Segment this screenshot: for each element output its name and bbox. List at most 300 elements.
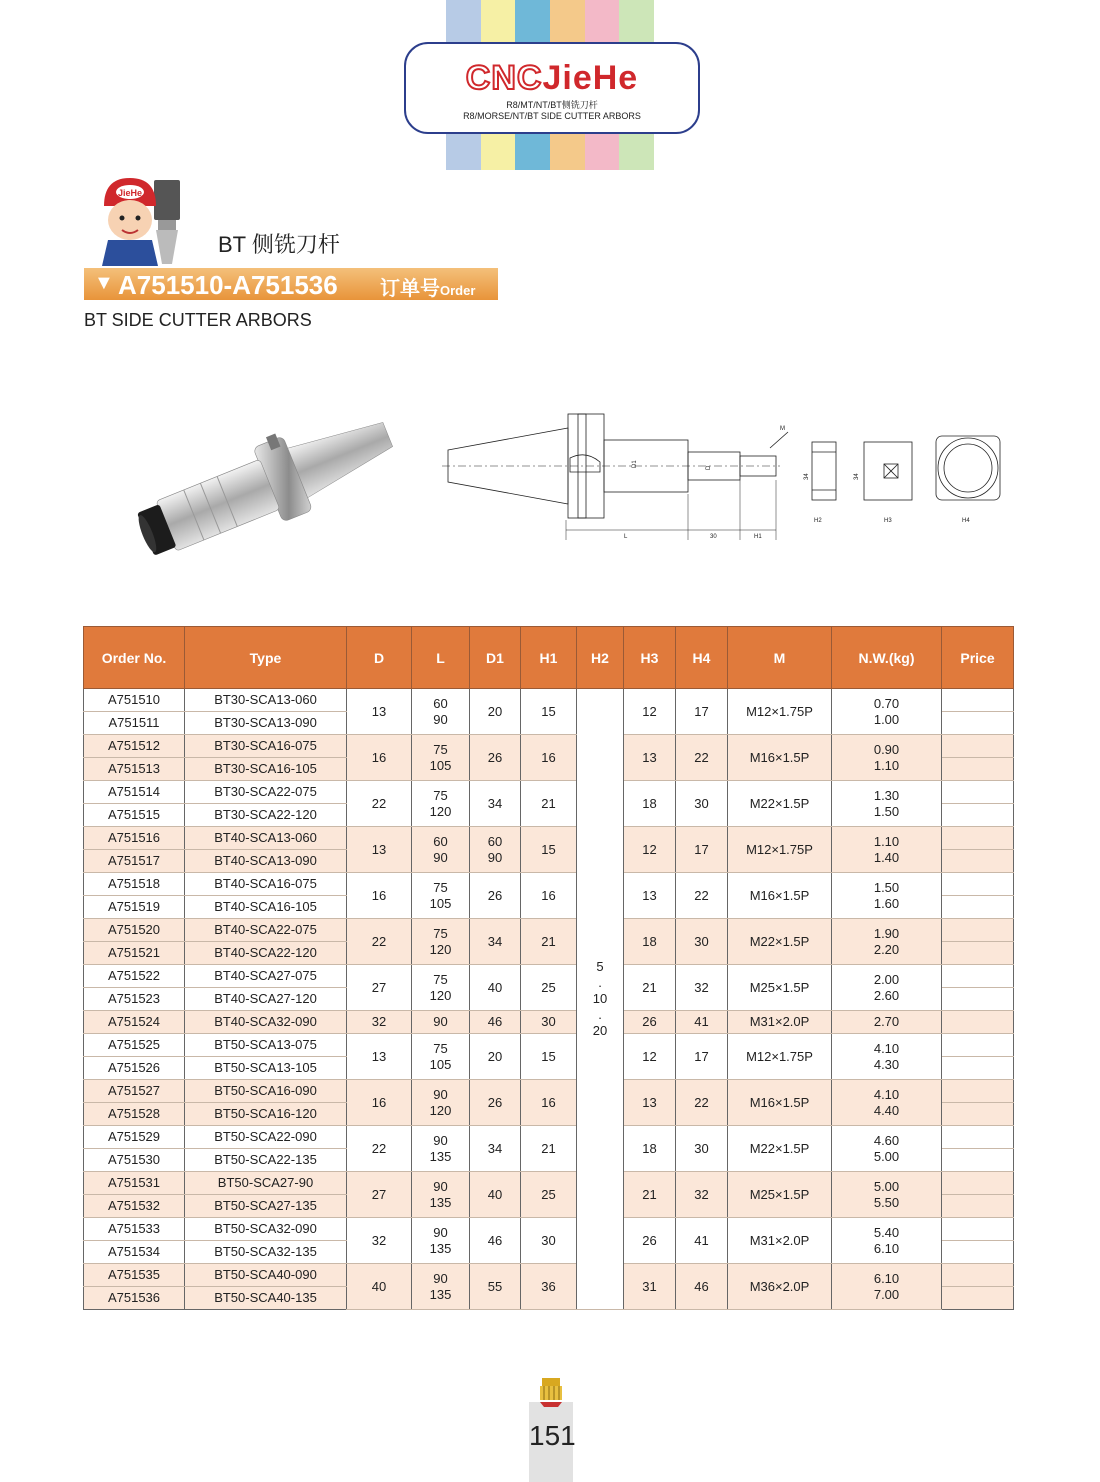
cell-nw — [832, 1080, 942, 1126]
cell-type: BT40-SCA27-120 — [185, 988, 347, 1011]
cell-nw-line: 4.60 — [873, 1132, 900, 1148]
cell-l-line: 105 — [429, 895, 452, 911]
cell-h4: 30 — [676, 781, 728, 827]
cell-l-line: 135 — [429, 1194, 452, 1210]
cell-l-line: 75 — [433, 879, 448, 895]
table-row — [84, 689, 1014, 712]
header-l: L — [412, 627, 470, 689]
order-label — [380, 272, 498, 324]
cell-l — [412, 965, 470, 1011]
cell-type: BT50-SCA32-090 — [185, 1218, 347, 1241]
cell-h3: 13 — [624, 873, 676, 919]
cell-order-no: A751536 — [84, 1287, 185, 1310]
cell-nw-line: 5.00 — [873, 1148, 900, 1164]
cell-d1-line: 34 — [487, 933, 503, 949]
cell-h4: 30 — [676, 1126, 728, 1172]
table-row — [84, 827, 1014, 850]
cell-m: M16×1.5P — [728, 873, 832, 919]
cell-d: 32 — [347, 1011, 412, 1034]
cell-l-line: 90 — [433, 1178, 448, 1194]
header-h2: H2 — [577, 627, 624, 689]
cell-h2-line: 10 — [592, 991, 608, 1006]
header-type: Type — [185, 627, 347, 689]
cell-h2-line: 20 — [592, 1023, 608, 1038]
cell-type: BT40-SCA22-120 — [185, 942, 347, 965]
cell-l-line: 60 — [433, 833, 448, 849]
header-nw — [832, 627, 942, 689]
cell-nw-line: 2.20 — [873, 941, 900, 957]
cell-nw-line: 4.30 — [873, 1056, 900, 1072]
cell-nw-line: 1.30 — [873, 787, 900, 803]
cell-l-line: 135 — [429, 1286, 452, 1302]
cell-price — [942, 1126, 1014, 1149]
cell-h4: 46 — [676, 1264, 728, 1310]
label-m: M — [780, 426, 785, 432]
cell-nw-line: 6.10 — [873, 1270, 900, 1286]
cell-m: M12×1.75P — [728, 689, 832, 735]
cell-order-no: A751525 — [84, 1034, 185, 1057]
label-34a: 34 — [804, 473, 810, 480]
cell-d1 — [470, 827, 521, 873]
cell-l-line: 135 — [429, 1148, 452, 1164]
cell-h1: 15 — [521, 1034, 577, 1080]
cell-order-no: A751532 — [84, 1195, 185, 1218]
cell-h4: 30 — [676, 919, 728, 965]
cell-order-no: A751527 — [84, 1080, 185, 1103]
cell-m: M22×1.5P — [728, 1126, 832, 1172]
cell-l — [412, 873, 470, 919]
cell-nw — [832, 781, 942, 827]
cell-type: BT50-SCA13-105 — [185, 1057, 347, 1080]
cell-price — [942, 1057, 1014, 1080]
label-h3: H3 — [884, 518, 892, 524]
order-label-en: Order NO. — [380, 283, 476, 321]
cell-d1 — [470, 919, 521, 965]
cell-d1-line: 46 — [487, 1232, 503, 1248]
jiehe-mascot-icon — [536, 1376, 566, 1408]
cell-nw-line: 1.50 — [873, 803, 900, 819]
table-row — [84, 965, 1014, 988]
table-row — [84, 1034, 1014, 1057]
cell-l — [412, 827, 470, 873]
cell-l-line: 90 — [433, 1014, 448, 1029]
cell-nw-line: 5.00 — [873, 1178, 900, 1194]
cell-d1 — [470, 689, 521, 735]
cell-l — [412, 1264, 470, 1310]
cell-order-no: A751521 — [84, 942, 185, 965]
subtitle-en: R8/MORSE/NT/BT SIDE CUTTER ARBORS — [463, 111, 641, 121]
triangle-icon: ▼ — [94, 272, 114, 294]
cell-h3: 26 — [624, 1218, 676, 1264]
cell-d1 — [470, 1218, 521, 1264]
product-title-cn: BT 侧铣刀杆 — [218, 232, 340, 257]
order-label-cn: 订单号 — [380, 278, 440, 300]
header-nw-line1: N.W. — [858, 649, 889, 666]
cell-order-no: A751510 — [84, 689, 185, 712]
cell-nw — [832, 1218, 942, 1264]
cell-type: BT50-SCA16-120 — [185, 1103, 347, 1126]
header-d1: D1 — [470, 627, 521, 689]
cell-nw-line: 5.50 — [873, 1194, 900, 1210]
cell-type: BT50-SCA32-135 — [185, 1241, 347, 1264]
cell-m: M16×1.5P — [728, 1080, 832, 1126]
cell-type: BT50-SCA22-090 — [185, 1126, 347, 1149]
header-price: Price — [942, 627, 1014, 689]
cell-d: 27 — [347, 965, 412, 1011]
cell-l — [412, 1126, 470, 1172]
table-row — [84, 735, 1014, 758]
cell-m: M22×1.5P — [728, 919, 832, 965]
cell-l — [412, 919, 470, 965]
cell-h2-line: 5 — [596, 959, 604, 974]
cell-l — [412, 689, 470, 735]
cell-order-no: A751531 — [84, 1172, 185, 1195]
cell-h4: 17 — [676, 827, 728, 873]
cell-price — [942, 758, 1014, 781]
table-row — [84, 873, 1014, 896]
cell-price — [942, 965, 1014, 988]
cell-d1 — [470, 1126, 521, 1172]
cell-h4: 22 — [676, 735, 728, 781]
cell-h3: 18 — [624, 781, 676, 827]
cell-price — [942, 873, 1014, 896]
cell-l-line: 135 — [429, 1240, 452, 1256]
cell-nw-line: 4.10 — [873, 1040, 900, 1056]
cell-h2-line: . — [598, 1007, 602, 1022]
cell-nw-line: 7.00 — [873, 1286, 900, 1302]
cell-h4: 41 — [676, 1218, 728, 1264]
cell-price — [942, 827, 1014, 850]
cell-type: BT50-SCA22-135 — [185, 1149, 347, 1172]
table-body — [84, 689, 1014, 1310]
brand-logo — [404, 42, 700, 134]
label-d1: D1 — [632, 460, 638, 468]
cell-h3: 21 — [624, 1172, 676, 1218]
cell-h3: 18 — [624, 1126, 676, 1172]
cell-type: BT50-SCA27-135 — [185, 1195, 347, 1218]
cell-h3: 18 — [624, 919, 676, 965]
cell-m: M12×1.75P — [728, 1034, 832, 1080]
cell-h1: 30 — [521, 1011, 577, 1034]
cell-h4: 22 — [676, 873, 728, 919]
cell-d: 13 — [347, 1034, 412, 1080]
cell-l-line: 75 — [433, 971, 448, 987]
cell-d: 16 — [347, 1080, 412, 1126]
table-row — [84, 781, 1014, 804]
cell-d: 27 — [347, 1172, 412, 1218]
cell-order-no: A751515 — [84, 804, 185, 827]
cell-d: 13 — [347, 689, 412, 735]
spec-table — [83, 626, 1014, 1310]
table-row — [84, 919, 1014, 942]
cell-m: M31×2.0P — [728, 1011, 832, 1034]
cell-m: M12×1.75P — [728, 827, 832, 873]
cell-nw — [832, 1011, 942, 1034]
cell-order-no: A751516 — [84, 827, 185, 850]
cell-d: 13 — [347, 827, 412, 873]
cell-l — [412, 1218, 470, 1264]
cell-l-line: 120 — [429, 1102, 452, 1118]
cell-order-no: A751535 — [84, 1264, 185, 1287]
table-row — [84, 1264, 1014, 1287]
cell-nw-line: 6.10 — [873, 1240, 900, 1256]
cell-m: M22×1.5P — [728, 781, 832, 827]
cell-h4: 22 — [676, 1080, 728, 1126]
cell-m: M36×2.0P — [728, 1264, 832, 1310]
cell-d1 — [470, 781, 521, 827]
cell-price — [942, 1011, 1014, 1034]
cell-d1 — [470, 1011, 521, 1034]
cell-price — [942, 1218, 1014, 1241]
cell-h1: 16 — [521, 1080, 577, 1126]
cell-h1: 21 — [521, 919, 577, 965]
cell-price — [942, 942, 1014, 965]
cell-price — [942, 1080, 1014, 1103]
product-photo — [128, 400, 408, 570]
cell-type: BT30-SCA13-060 — [185, 689, 347, 712]
cell-order-no: A751517 — [84, 850, 185, 873]
cell-l-line: 120 — [429, 987, 452, 1003]
cell-order-no: A751534 — [84, 1241, 185, 1264]
header-h4: H4 — [676, 627, 728, 689]
cell-price — [942, 689, 1014, 712]
cell-type: BT40-SCA22-075 — [185, 919, 347, 942]
cell-price — [942, 1241, 1014, 1264]
cell-nw-line: 0.90 — [873, 741, 900, 757]
table-row — [84, 1080, 1014, 1103]
cell-type: BT50-SCA27-90 — [185, 1172, 347, 1195]
header-d: D — [347, 627, 412, 689]
cell-price — [942, 735, 1014, 758]
cell-d1 — [470, 1034, 521, 1080]
cell-d1-line: 26 — [487, 887, 503, 903]
cell-nw-line: 4.10 — [873, 1086, 900, 1102]
cell-h1: 36 — [521, 1264, 577, 1310]
cell-type: BT30-SCA16-075 — [185, 735, 347, 758]
table-row — [84, 1126, 1014, 1149]
cell-h1: 21 — [521, 1126, 577, 1172]
cell-nw-line: 4.40 — [873, 1102, 900, 1118]
cell-nw — [832, 1126, 942, 1172]
cell-nw-line: 1.60 — [873, 895, 900, 911]
cell-d1-line: 34 — [487, 795, 503, 811]
cell-order-no: A751529 — [84, 1126, 185, 1149]
table-row — [84, 1218, 1014, 1241]
cell-nw-line: 1.40 — [873, 849, 900, 865]
mascot-icon — [96, 176, 192, 266]
cell-d: 16 — [347, 735, 412, 781]
cell-d1-line: 34 — [487, 1140, 503, 1156]
cell-d: 22 — [347, 781, 412, 827]
cell-order-no: A751512 — [84, 735, 185, 758]
cell-nw-line: 2.00 — [873, 971, 900, 987]
table-row — [84, 1011, 1014, 1034]
header-m: M — [728, 627, 832, 689]
cell-m: M25×1.5P — [728, 1172, 832, 1218]
cell-l — [412, 1011, 470, 1034]
cell-d1-line: 55 — [487, 1278, 503, 1294]
header-h3: H3 — [624, 627, 676, 689]
cell-nw — [832, 827, 942, 873]
subtitle-cn: R8/MT/NT/BT侧铣刀杆 — [506, 100, 598, 110]
cell-price — [942, 1172, 1014, 1195]
cell-d1 — [470, 873, 521, 919]
cell-l-line: 90 — [433, 711, 448, 727]
cell-d1-line: 60 — [487, 833, 503, 849]
cell-nw — [832, 1034, 942, 1080]
cell-nw — [832, 873, 942, 919]
cell-type: BT30-SCA22-120 — [185, 804, 347, 827]
cell-h2 — [577, 689, 624, 1310]
cell-m: M25×1.5P — [728, 965, 832, 1011]
cell-nw — [832, 919, 942, 965]
cell-nw-line: 5.40 — [873, 1224, 900, 1240]
cell-l-line: 90 — [433, 1086, 448, 1102]
table-row — [84, 1172, 1014, 1195]
cell-l — [412, 735, 470, 781]
cell-d: 22 — [347, 919, 412, 965]
cell-h1: 25 — [521, 965, 577, 1011]
brand-jiehe: JieHe — [542, 59, 639, 97]
cell-h3: 13 — [624, 1080, 676, 1126]
cell-h4: 32 — [676, 1172, 728, 1218]
header-order-no: Order No. — [84, 627, 185, 689]
cell-d1 — [470, 1264, 521, 1310]
cell-h3: 12 — [624, 827, 676, 873]
cell-l-line: 75 — [433, 925, 448, 941]
cell-price — [942, 1195, 1014, 1218]
cell-order-no: A751526 — [84, 1057, 185, 1080]
cell-type: BT40-SCA32-090 — [185, 1011, 347, 1034]
cell-price — [942, 919, 1014, 942]
cell-l-line: 75 — [433, 741, 448, 757]
cell-l-line: 75 — [433, 1040, 448, 1056]
cell-l-line: 75 — [433, 787, 448, 803]
cell-h1: 16 — [521, 735, 577, 781]
cell-h3: 13 — [624, 735, 676, 781]
cell-nw-line: 1.00 — [873, 711, 900, 727]
header-h1: H1 — [521, 627, 577, 689]
cell-l-line: 90 — [433, 1270, 448, 1286]
cell-d1 — [470, 1172, 521, 1218]
cell-l-line: 120 — [429, 941, 452, 957]
header-nw-line2: (kg) — [888, 649, 915, 666]
cell-l-line: 90 — [433, 849, 448, 865]
cell-price — [942, 896, 1014, 919]
cell-d1-line: 20 — [487, 703, 503, 719]
cell-nw — [832, 965, 942, 1011]
cell-h4: 32 — [676, 965, 728, 1011]
label-h2: H2 — [814, 518, 822, 524]
cell-h4: 17 — [676, 689, 728, 735]
cell-h3: 21 — [624, 965, 676, 1011]
cell-type: BT50-SCA40-090 — [185, 1264, 347, 1287]
cell-l-line: 90 — [433, 1132, 448, 1148]
cell-price — [942, 781, 1014, 804]
cell-l — [412, 1080, 470, 1126]
cell-nw-line: 1.50 — [873, 879, 900, 895]
cell-h1: 30 — [521, 1218, 577, 1264]
label-l: L — [624, 534, 628, 540]
technical-drawing — [440, 410, 1020, 550]
cell-d1-line: 90 — [487, 849, 503, 865]
cell-d1 — [470, 965, 521, 1011]
cell-d1-line: 20 — [487, 1048, 503, 1064]
cell-order-no: A751520 — [84, 919, 185, 942]
cell-order-no: A751514 — [84, 781, 185, 804]
cell-h3: 26 — [624, 1011, 676, 1034]
cell-d1-line: 26 — [487, 1094, 503, 1110]
cell-type: BT40-SCA16-105 — [185, 896, 347, 919]
cell-order-no: A751528 — [84, 1103, 185, 1126]
cell-nw-line: 2.60 — [873, 987, 900, 1003]
cell-d1 — [470, 1080, 521, 1126]
cell-price — [942, 1149, 1014, 1172]
cell-nw-line: 1.90 — [873, 925, 900, 941]
cell-d1-line: 26 — [487, 749, 503, 765]
product-title-en: BT SIDE CUTTER ARBORS — [84, 310, 312, 330]
cell-nw — [832, 689, 942, 735]
label-34b: 34 — [854, 473, 860, 480]
cell-order-no: A751524 — [84, 1011, 185, 1034]
cell-l-line: 105 — [429, 757, 452, 773]
cell-type: BT40-SCA13-060 — [185, 827, 347, 850]
cell-price — [942, 712, 1014, 735]
cell-l — [412, 1172, 470, 1218]
label-h1: H1 — [754, 534, 762, 540]
cell-type: BT30-SCA13-090 — [185, 712, 347, 735]
cell-nw — [832, 735, 942, 781]
cell-nw-line: 0.70 — [873, 695, 900, 711]
cell-l-line: 120 — [429, 803, 452, 819]
cell-price — [942, 1034, 1014, 1057]
cell-order-no: A751523 — [84, 988, 185, 1011]
cell-type: BT50-SCA13-075 — [185, 1034, 347, 1057]
cell-h1: 15 — [521, 689, 577, 735]
cell-h4: 41 — [676, 1011, 728, 1034]
brand-name — [406, 58, 698, 98]
cell-nw — [832, 1172, 942, 1218]
cell-type: BT40-SCA27-075 — [185, 965, 347, 988]
cell-h3: 12 — [624, 1034, 676, 1080]
cell-h1: 15 — [521, 827, 577, 873]
label-h4: H4 — [962, 518, 970, 524]
cell-price — [942, 850, 1014, 873]
cell-order-no: A751519 — [84, 896, 185, 919]
cell-nw-line: 2.70 — [873, 1014, 900, 1029]
cell-h4: 17 — [676, 1034, 728, 1080]
cell-h2-line: . — [598, 975, 602, 990]
cell-d: 16 — [347, 873, 412, 919]
cell-type: BT30-SCA22-075 — [185, 781, 347, 804]
cell-type: BT50-SCA40-135 — [185, 1287, 347, 1310]
cell-l-line: 90 — [433, 1224, 448, 1240]
cell-type: BT40-SCA13-090 — [185, 850, 347, 873]
cell-l — [412, 1034, 470, 1080]
cell-price — [942, 1264, 1014, 1287]
cell-m: M16×1.5P — [728, 735, 832, 781]
mascot-cap-text: JieHe — [117, 188, 143, 198]
cell-m: M31×2.0P — [728, 1218, 832, 1264]
cell-h3: 12 — [624, 689, 676, 735]
page-number: 151 — [529, 1420, 576, 1451]
cell-price — [942, 1287, 1014, 1310]
cell-h3: 31 — [624, 1264, 676, 1310]
cell-h1: 21 — [521, 781, 577, 827]
cell-order-no: A751518 — [84, 873, 185, 896]
cell-d1-line: 40 — [487, 1186, 503, 1202]
cell-nw-line: 1.10 — [873, 757, 900, 773]
